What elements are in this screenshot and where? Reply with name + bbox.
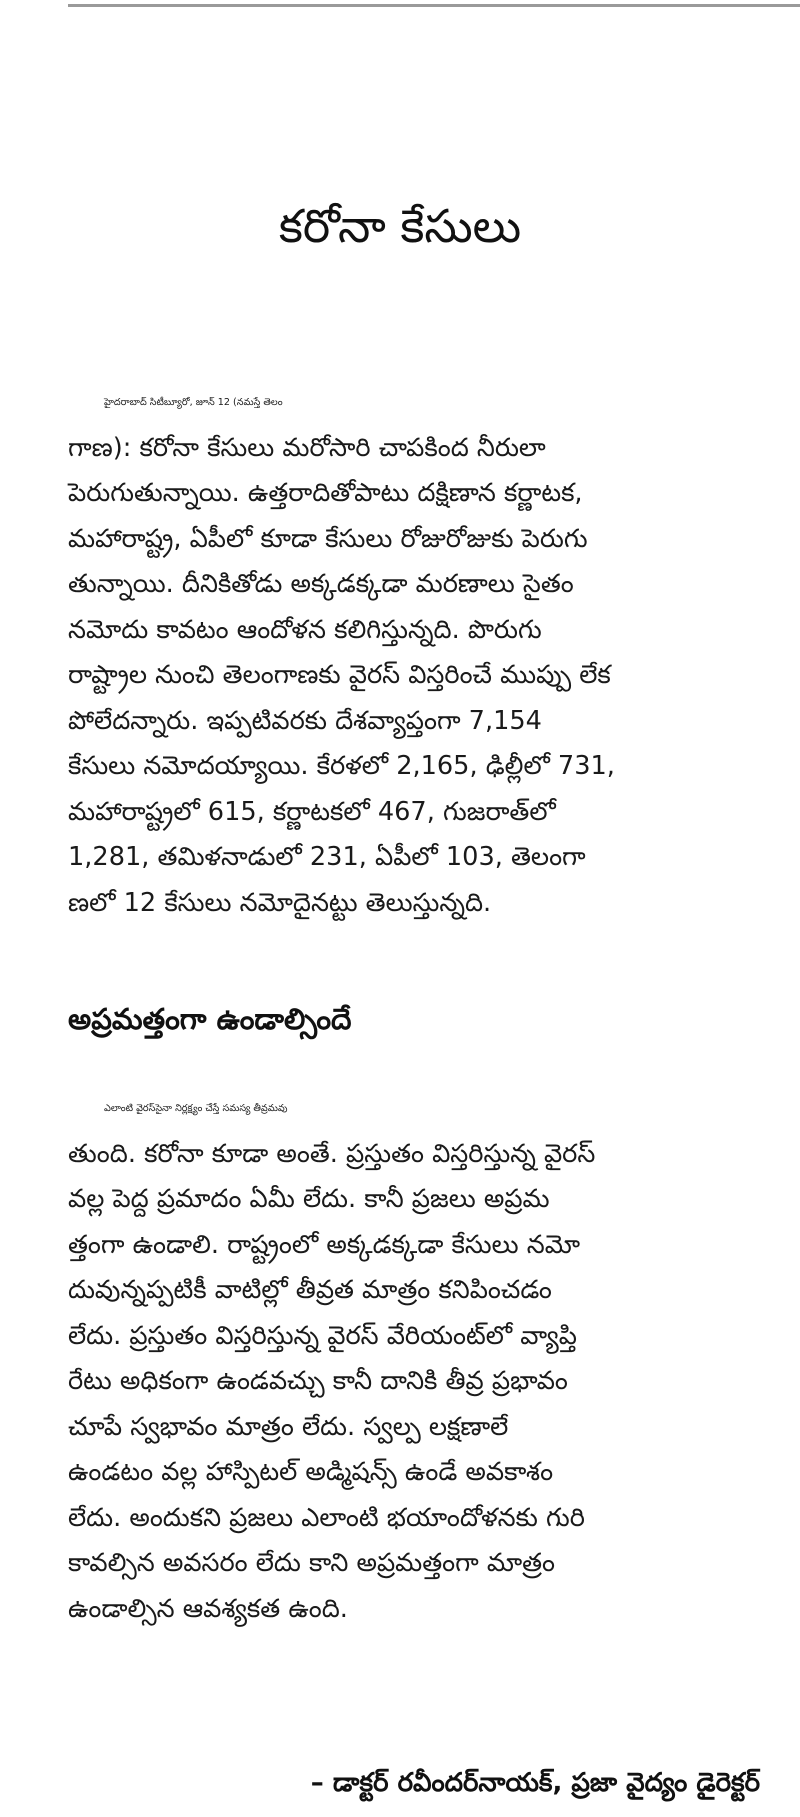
top-rule bbox=[68, 4, 800, 7]
body-line: హైదరాబాద్ సిటీబ్యూరో, జూన్ 12 (నమస్తే తెలం bbox=[104, 397, 283, 408]
body-line: రాష్ట్రాల నుంచి తెలంగాణకు వైరస్ విస్తరించే ముప్పు లేక bbox=[68, 660, 611, 690]
body-line: మహారాష్ట్రలో 615, కర్ణాటకలో 467, గుజరాత్‌లో bbox=[68, 796, 556, 827]
quote-line: ఉండాల్సిన ఆవశ్యకత ఉంది. bbox=[68, 1593, 348, 1624]
body-line: నమోదు కావటం ఆందోళన కలిగిస్తున్నది. పొరుగు bbox=[68, 614, 542, 645]
quote-line: చూపే స్వభావం మాత్రం లేదు. స్వల్ప లక్షణాలే bbox=[68, 1411, 509, 1442]
quote-line: దువున్నప్పటికీ వాటిల్లో తీవ్రత మాత్రం కనిపించడం bbox=[68, 1275, 552, 1305]
headline-kicker bbox=[0, 72, 800, 148]
expert-quote bbox=[68, 1086, 762, 1632]
quote-line: వల్ల పెద్ద ప్రమాదం ఏమీ లేదు. కానీ ప్రజలు అప్రమ bbox=[68, 1184, 550, 1214]
quote-line: త్తంగా ఉండాలి. రాష్ట్రంలో అక్కడక్కడా కేసులు నమో bbox=[68, 1229, 581, 1260]
body-line: పెరుగుతున్నాయి. ఉత్తరాదితోపాటు దక్షిణాన కర్ణాటక, bbox=[68, 478, 583, 508]
body-line: తున్నాయి. దీనికితోడు అక్కడక్కడా మరణాలు సైతం bbox=[68, 569, 574, 599]
byline: – డాక్టర్ రవీందర్‌నాయక్, ప్రజా వైద్యం డైరెక్టర్ bbox=[310, 1768, 760, 1798]
article-body bbox=[68, 380, 762, 926]
body-line: కేసులు నమోదయ్యాయి. కేరళలో 2,165, ఢిల్లీలో 731, bbox=[68, 751, 615, 781]
quote-line: తుంది. కరోనా కూడా అంతే. ప్రస్తుతం విస్తరిస్తున్న వైరస్ bbox=[68, 1138, 596, 1169]
body-line: మహారాష్ట్ర, ఏపీలో కూడా కేసులు రోజురోజుకు పెరుగు bbox=[68, 523, 588, 554]
body-line: గాణ): కరోనా కేసులు మరోసారి చాపకింద నీరులా bbox=[68, 432, 546, 463]
quote-line: ఉండటం వల్ల హాస్పిటల్ అడ్మిషన్స్ ఉండే అవకాశం bbox=[68, 1457, 554, 1487]
body-line: పోలేదన్నారు. ఇప్పటివరకు దేశవ్యాప్తంగా 7,154 bbox=[68, 705, 542, 736]
quote-line: ఎలాంటి వైరస్‌సైనా నిర్లక్ష్యం చేస్తే సమస్య తీవ్రమవు bbox=[104, 1103, 288, 1114]
quote-line: రేటు అధికంగా ఉండవచ్చు కానీ దానికి తీవ్ర ప్రభావం bbox=[68, 1366, 568, 1396]
quote-line: కావల్సిన అవసరం లేదు కాని అప్రమత్తంగా మాత్రం bbox=[68, 1548, 556, 1578]
subheadline bbox=[0, 300, 800, 348]
quote-line: లేదు. ప్రస్తుతం విస్తరిస్తున్న వైరస్ వేరియంట్‌లో వ్యాప్తి bbox=[68, 1320, 577, 1351]
headline: కరోనా కేసులు bbox=[278, 199, 522, 253]
body-line: ణలో 12 కేసులు నమోదైనట్టు తెలుస్తున్నది. bbox=[68, 887, 492, 918]
body-line: 1,281, తమిళనాడులో 231, ఏపీలో 103, తెలంగా bbox=[68, 842, 586, 872]
quote-line: లేదు. అందుకని ప్రజలు ఎలాంటి భయాందోళనకు గురి bbox=[68, 1502, 585, 1533]
section-title: అప్రమత్తంగా ఉండాల్సిందే bbox=[68, 1002, 352, 1036]
